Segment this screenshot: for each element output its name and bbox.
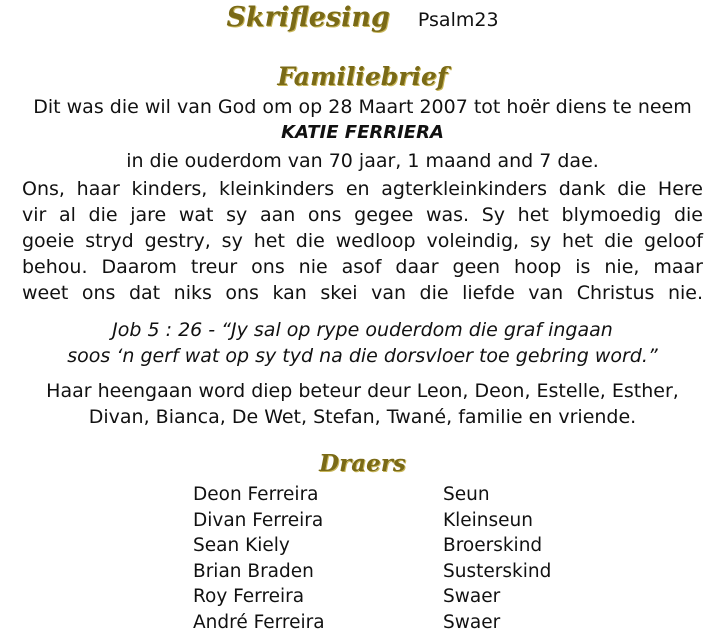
bearer-name: Brian Braden	[193, 560, 314, 582]
family-letter-heading: Familiebrief	[277, 62, 448, 91]
paragraph-line: vir al die jare wat sy aan ons gegee was. Sy het blymoedig die	[22, 204, 703, 226]
bearer-name: Sean Kiely	[193, 535, 290, 556]
bearer-name: Divan Ferreira	[193, 509, 324, 531]
bearer-name: Deon Ferreira	[193, 484, 319, 505]
family-paragraph	[22, 176, 703, 306]
paragraph-line: weet ons dat niks ons kan skei van die liefde van Christus nie.	[22, 282, 703, 304]
paragraph-line: Ons, haar kinders, kleinkinders en agterkleinkinders dank die Here	[22, 178, 703, 200]
bearer-row	[193, 559, 551, 585]
bearer-row	[193, 508, 551, 534]
deceased-name: KATIE FERRIERA	[281, 122, 444, 143]
bearer-relation: Swaer	[443, 611, 501, 633]
bearer-row	[193, 482, 551, 508]
intro-line-3: in die ouderdom van 70 jaar, 1 maand and 7 dae.	[126, 150, 599, 172]
verse-line-2: soos ‘n gerf wat op sy tyd na die dorsvloer toe gebring word.”	[67, 345, 658, 367]
bearer-name: Roy Ferreira	[193, 586, 305, 607]
paragraph-line: behou. Daarom treur ons nie asof daar geen hoop is nie, maar	[22, 256, 703, 278]
bearer-relation: Kleinseun	[443, 509, 533, 531]
bearer-relation: Seun	[443, 484, 490, 505]
header-row	[0, 2, 725, 33]
intro-line-1: Dit was die wil van God om op 28 Maart 2007 tot hoër diens te neem	[33, 96, 692, 118]
bearer-relation: Susterskind	[443, 560, 552, 582]
paragraph-line: goeie stryd gestry, sy het die wedloop voleindig, sy het die geloof	[22, 230, 703, 252]
mourners-line-2: Divan, Bianca, De Wet, Stefan, Twané, familie en vriende.	[88, 406, 637, 428]
psalm-reference: Psalm23	[417, 9, 499, 31]
verse-line-1: Job 5 : 26 - “Jy sal op rype ouderdom die graf ingaan	[112, 319, 613, 341]
bearer-relation: Broerskind	[443, 535, 543, 556]
bearer-row	[193, 584, 551, 610]
bearer-row	[193, 533, 551, 559]
scripture-reading-heading: Skriflesing	[226, 2, 390, 33]
bearer-name: André Ferreira	[193, 611, 325, 633]
bearer-row	[193, 610, 551, 636]
mourners-line-1: Haar heengaan word diep beteur deur Leon, Deon, Estelle, Esther,	[46, 380, 679, 402]
bearers-list	[193, 482, 551, 635]
bearers-heading: Draers	[319, 450, 406, 477]
bearer-relation: Swaer	[443, 586, 501, 607]
